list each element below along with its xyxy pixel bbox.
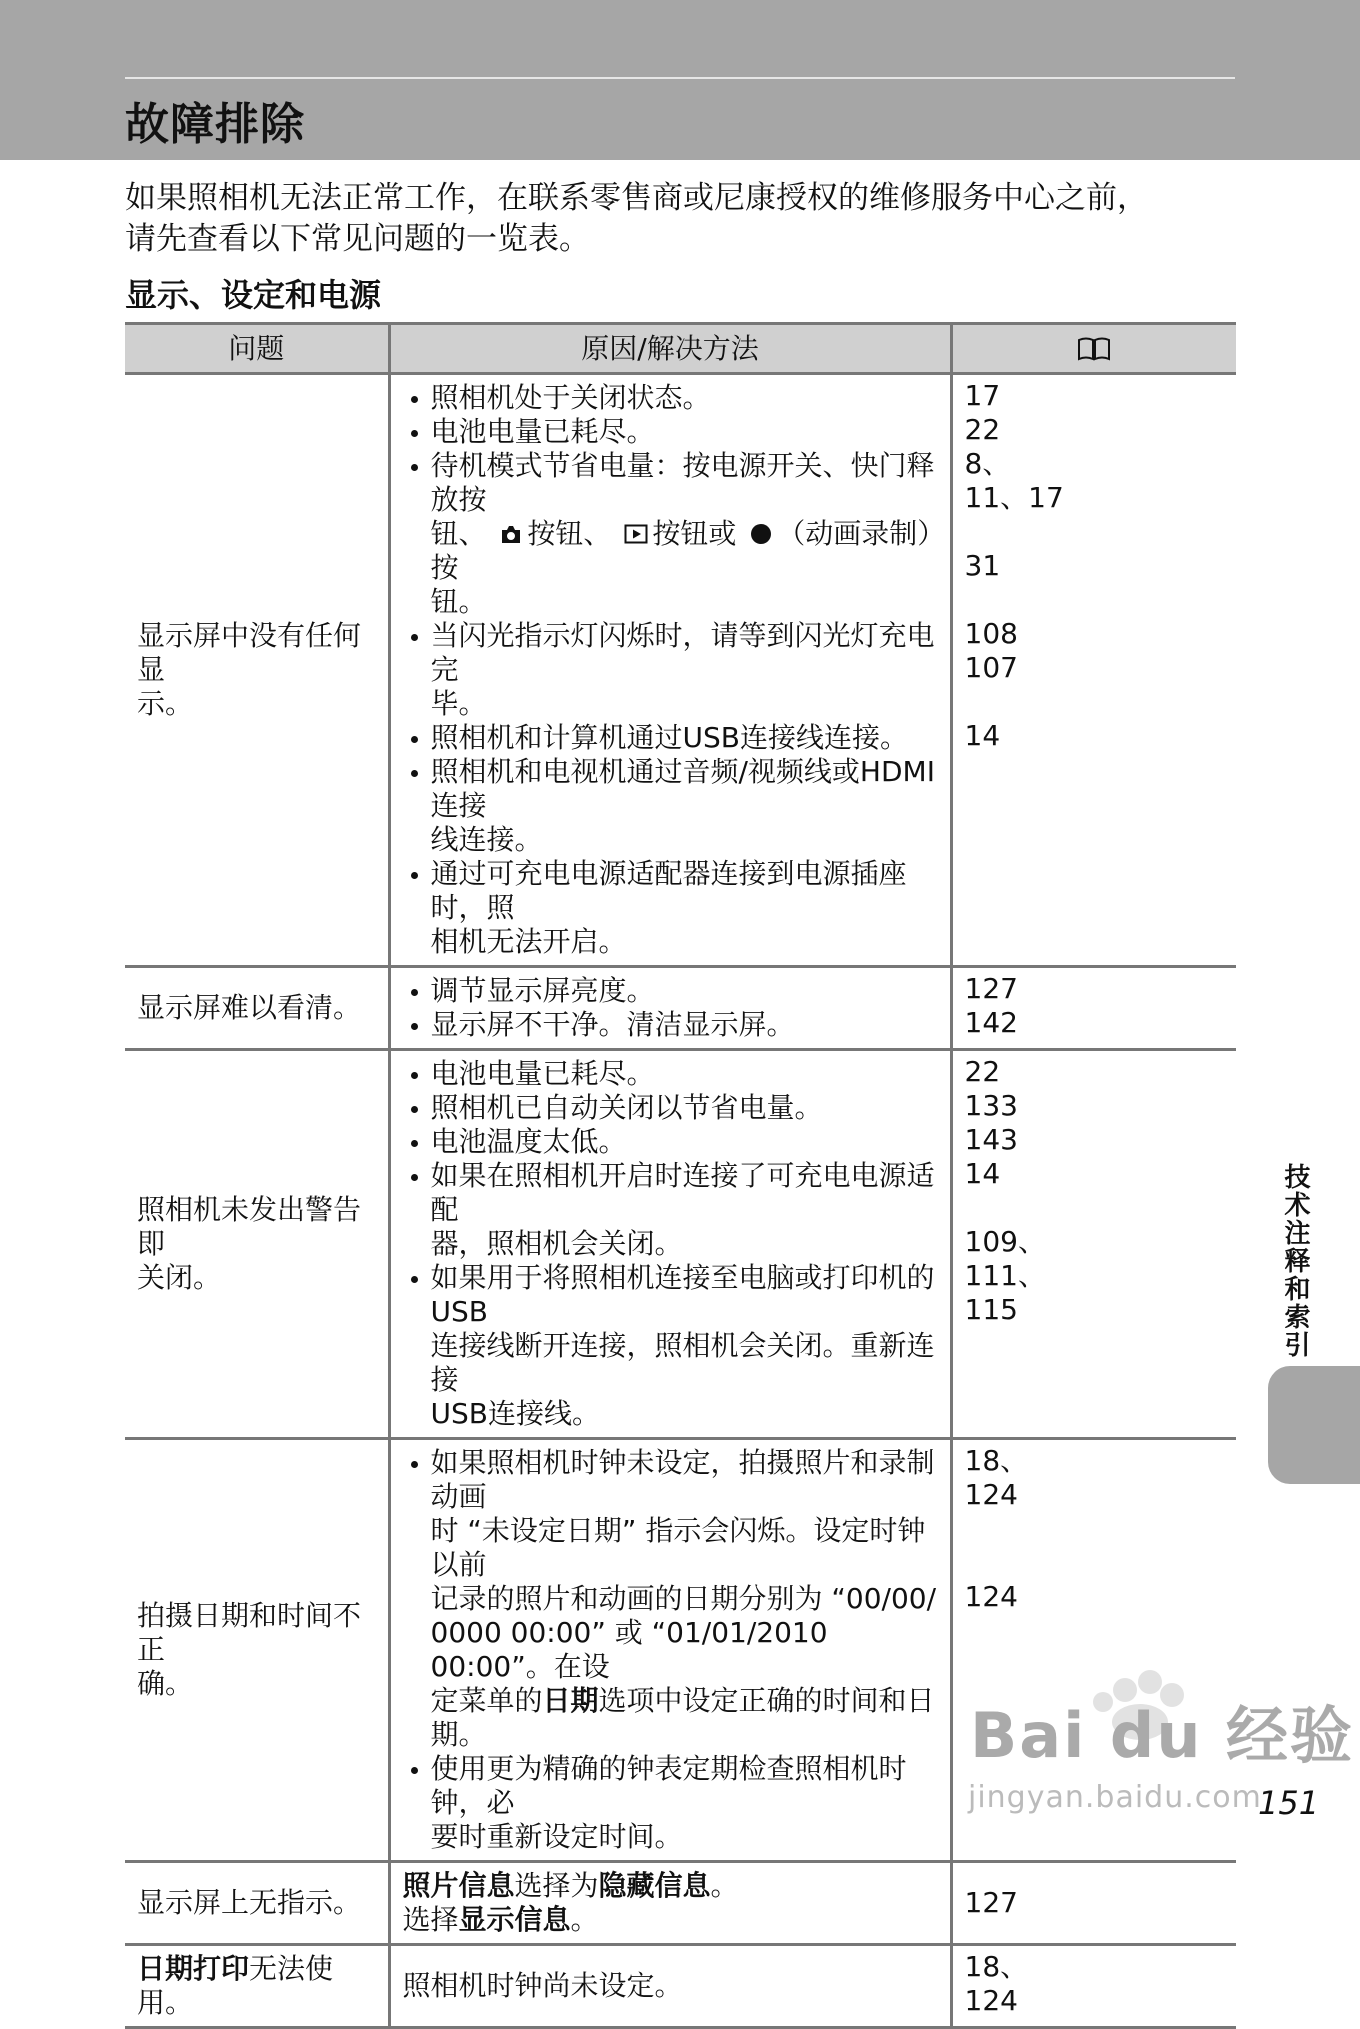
section-tab — [1268, 1366, 1360, 1484]
page-ref-cell — [951, 967, 1236, 1050]
page-ref: 124 — [964, 1478, 1018, 1511]
page-ref-cell — [951, 1862, 1236, 1945]
page-ref: 18、 — [964, 1444, 1029, 1477]
list-item: 待机模式节省电量：按电源开关、快门释放按 钮、 按钮、 按钮或 （动画录制）按 钮。 — [403, 449, 940, 619]
page-ref-cell — [951, 374, 1236, 967]
page-ref: 124 — [964, 1580, 1018, 1613]
page-ref: 108 — [964, 617, 1018, 650]
list-item: 照相机已自动关闭以节省电量。 — [403, 1091, 940, 1125]
list-item: 使用更为精确的钟表定期检查照相机时钟，必 要时重新设定时间。 — [403, 1752, 940, 1854]
list-item: 电池电量已耗尽。 — [403, 415, 940, 449]
page-ref: 115 — [964, 1293, 1018, 1326]
page-ref: 127 — [964, 972, 1018, 1005]
page-ref-cell — [951, 1945, 1236, 2028]
camera-shooting-icon — [499, 522, 523, 546]
section-heading: 显示、设定和电源 — [125, 276, 382, 314]
watermark-url: jingyan.baidu.com — [968, 1780, 1262, 1815]
problem-cell: 显示屏上无指示。 — [125, 1862, 389, 1945]
playback-icon — [624, 522, 648, 546]
intro-paragraph — [125, 178, 1245, 260]
watermark-brand: Bai du 经验 — [970, 1699, 1355, 1772]
cause-cell — [389, 1439, 951, 1862]
page-ref: 109、 — [964, 1225, 1046, 1258]
problem-cell: 显示屏难以看清。 — [125, 967, 389, 1050]
page-title: 故障排除 — [125, 99, 305, 150]
page-ref: 31 — [964, 549, 1001, 582]
cause-cell — [389, 1050, 951, 1439]
page-ref: 22 — [964, 1055, 1001, 1088]
column-header-problem: 问题 — [125, 324, 389, 374]
header-rule — [125, 77, 1235, 79]
page-ref: 11、17 — [964, 481, 1064, 514]
page-ref: 124 — [964, 1984, 1018, 2017]
problem-cell: 拍摄日期和时间不正 确。 — [125, 1439, 389, 1862]
cause-cell — [389, 374, 951, 967]
page-ref: 133 — [964, 1089, 1018, 1122]
page-ref: 18、 — [964, 1950, 1029, 1983]
table-row — [125, 374, 1236, 967]
book-icon — [1077, 337, 1111, 361]
table-header-row — [125, 324, 1236, 374]
list-item: 照相机和电视机通过音频/视频线或HDMI连接 线连接。 — [403, 755, 940, 857]
list-item: 如果照相机时钟未设定，拍摄照片和录制动画 时 “未设定日期” 指示会闪烁。设定时钟以前 记录的照片和动画的日期分别为 “00/00/ 0000 00:00” 或 “01/01/2010 00:00”。在设 定菜单的日期选项中设定正确的时间和日期。 — [403, 1446, 940, 1752]
list-item: 通过可充电电源适配器连接到电源插座时，照 相机无法开启。 — [403, 857, 940, 959]
cause-cell — [389, 967, 951, 1050]
cause-cell: 照相机时钟尚未设定。 — [389, 1945, 951, 2028]
section-side-label: 技术注释和索引 — [1280, 1163, 1310, 1359]
page-ref: 22 — [964, 413, 1001, 446]
list-item: 照相机处于关闭状态。 — [403, 381, 940, 415]
column-header-page — [951, 324, 1236, 374]
problem-cell: 照相机未发出警告即 关闭。 — [125, 1050, 389, 1439]
list-item: 电池温度太低。 — [403, 1125, 940, 1159]
list-item: 调节显示屏亮度。 — [403, 974, 940, 1008]
list-item: 电池电量已耗尽。 — [403, 1057, 940, 1091]
list-item: 如果在照相机开启时连接了可充电电源适配 器，照相机会关闭。 — [403, 1159, 940, 1261]
list-item: 显示屏不干净。清洁显示屏。 — [403, 1008, 940, 1042]
page-ref: 111、 — [964, 1259, 1046, 1292]
cause-cell: 照片信息选择为隐藏信息。 选择显示信息。 — [389, 1862, 951, 1945]
list-item: 当闪光指示灯闪烁时，请等到闪光灯充电完 毕。 — [403, 619, 940, 721]
table-row — [125, 1050, 1236, 1439]
table-row — [125, 1862, 1236, 1945]
page-ref: 107 — [964, 651, 1018, 684]
page-ref-cell — [951, 1050, 1236, 1439]
page-ref: 143 — [964, 1123, 1018, 1156]
page-number: 151 — [1258, 1784, 1320, 1822]
page-ref: 127 — [964, 1886, 1018, 1919]
intro-line: 请先查看以下常见问题的一览表。 — [125, 221, 590, 257]
page-ref: 8、 — [964, 447, 1011, 480]
intro-line: 如果照相机无法正常工作，在联系零售商或尼康授权的维修服务中心之前， — [125, 180, 1148, 216]
page-ref: 142 — [964, 1006, 1018, 1039]
table-row — [125, 1945, 1236, 2028]
movie-record-icon — [749, 522, 773, 546]
column-header-cause: 原因/解决方法 — [389, 324, 951, 374]
page-ref: 17 — [964, 379, 1001, 412]
page-ref: 14 — [964, 719, 1001, 752]
problem-cell: 日期打印无法使用。 — [125, 1945, 389, 2028]
problem-cell: 显示屏中没有任何显 示。 — [125, 374, 389, 967]
list-item: 照相机和计算机通过USB连接线连接。 — [403, 721, 940, 755]
table-row — [125, 967, 1236, 1050]
page-ref: 14 — [964, 1157, 1001, 1190]
list-item: 如果用于将照相机连接至电脑或打印机的USB 连接线断开连接，照相机会关闭。重新连接 USB连接线。 — [403, 1261, 940, 1431]
